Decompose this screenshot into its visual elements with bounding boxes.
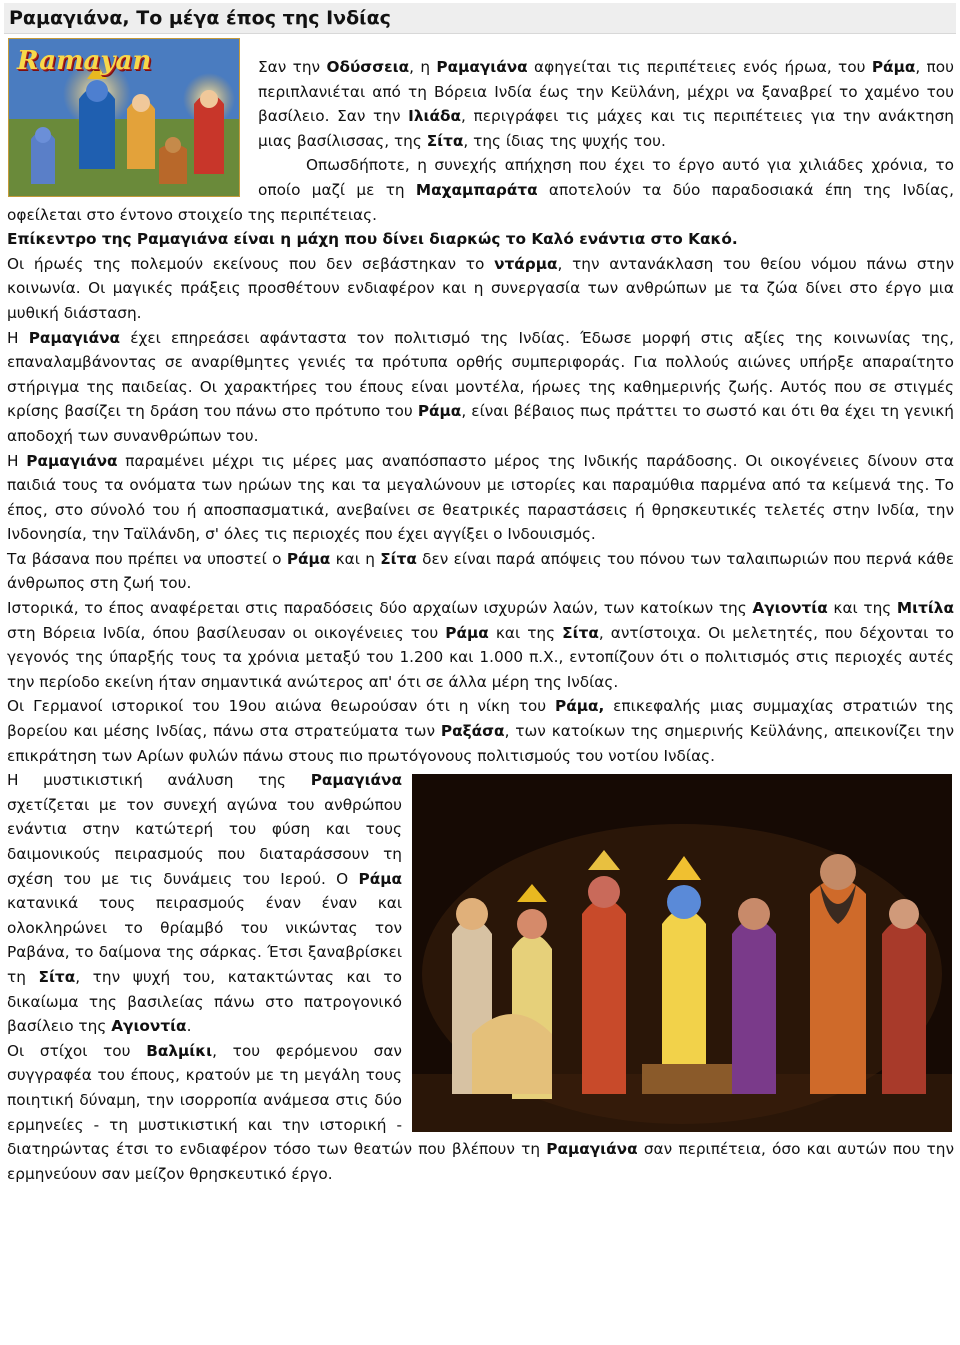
theatre-scene-image [412,774,952,1132]
text-run: κατανικά τους πειρασμούς έναν έναν και ολοκληρώνει το θρίαμβό του νικώντας τον Ραβάνα, το δαίμονα της σάρκας. Έτσι ξαναβρίσκει τη [7,894,402,986]
bold-text: Ραμαγιάνα [26,451,118,470]
text-run: , των κατοίκων της σημερινής Κεϋλάνης, απεικονίζει την επικράτηση των Αρίων φυλών πάνω στους πιο πρωτόγονους πολιτισμούς του νοτίου Ινδίας. [7,722,955,765]
text-run: Η [7,328,29,347]
bold-text: ντάρμα [494,254,558,273]
text-run: . [186,1017,192,1036]
text-run: και της [827,599,897,618]
paragraph-5 [7,326,954,449]
text-run: Σαν την [258,58,327,76]
text-run: σχετίζεται με τον συνεχή αγώνα του ανθρώπου ενάντια στην κατώτερή του φύση και τους δαιμονικούς πειρασμούς που διαταράσσουν τη σχέση του με τις δυνάμεις του Ιερού. Ο [7,795,402,888]
article-body [7,46,955,1186]
ramayan-logo-text: Ramayan [17,46,152,76]
bold-text: Σίτα [38,967,76,986]
paragraph-6 [7,449,954,547]
bold-text: Σίτα [426,131,464,150]
text-run: σαν περιπέτεια, όσο και αυτών που την ερμηνεύουν σαν μείζον θρησκευτικό έργο. [7,1140,954,1183]
text-run: αποτελούν τα δύο παραδοσιακά έπη της Ινδίας, οφείλεται στο έντονο στοιχείο της περιπέτειας. [7,180,955,224]
text-run: , η [409,58,437,76]
text-run: , την αντανάκλαση του θείου νόμου πάνω στην κοινωνία. Οι μαγικές πράξεις προσθέτουν ενδιαφέρον και η συνεργασία των ανθρώπων με τα ζώα δίνει στο έργο μια μυθική διάσταση. [7,254,955,322]
text-run: , της ίδιας της ψυχής του. [463,131,666,150]
paragraph-9 [7,694,954,768]
text-run: Οι ήρωές της πολεμούν εκείνους που δεν σεβάστηκαν το [7,254,495,273]
bold-text: Ραμαγιάνα [436,58,528,76]
page-title: Ραμαγιάνα, Το μέγα έπος της Ινδίας [9,7,391,29]
bold-text: Οδύσσεια [326,58,410,76]
text-run: Τα βάσανα που πρέπει να υποστεί ο [7,549,287,568]
paragraph-7 [7,547,954,596]
text-run: Οι στίχοι του [7,1041,147,1060]
bold-text: Ράμα [445,623,489,642]
text-run: Ιστορικά, το έπος αναφέρεται στις παραδόσεις δύο αρχαίων ισχυρών λαών, των κατοίκων της [7,599,753,618]
text-run: Η [7,451,27,470]
text-run: Η μυστικιστική ανάλυση της [7,771,311,790]
text-run: παραμένει μέχρι τις μέρες μας αναπόσπαστο μέρος της Ινδικής παράδοσης. Οι οικογένειες δίνουν στα παιδιά τους τα ονόματα των ηρώων της και τα μεγαλώνουν με ιστορίες και παραμύθια παρμένα από τα κείμενά της. Το έπος, στο σύνολό του ή αποσπασματικά, ανεβαίνει σε θεατρικές παραστάσεις ή θρησκευτικές τελετές στην Ινδία, την Ινδονησία, την Ταϊλάνδη, σ' όλες τις περιοχές που έχει αγγίξει ο Ινδουισμός. [7,451,954,544]
bold-text: Ραξάσα [440,722,505,741]
text-run: Οπωσδήποτε, η συνεχής απήχηση που έχει το έργο αυτό για χιλιάδες χρόνια, το οποίο μαζί με τη [258,156,954,199]
text-run: , την ψυχή του, κατακτώντας και το δικαίωμα της βασιλείας πάνω στο πατρογονικό βασίλειο της [7,967,402,1036]
bold-text: Επίκεντρο της Ραμαγιάνα είναι η μάχη που δίνει διαρκώς το Καλό ενάντια στο Κακό. [7,230,738,249]
paragraph-3 [7,227,954,252]
text-run: επικεφαλής μιας συμμαχίας στρατιών της βορείου και μέσης Ινδίας, πάνω στα στρατεύματα των [7,697,954,741]
text-run: , του φερόμενου σαν συγγραφέα του έπους, κρατούν με τη μεγάλη τους ποιητική δύναμη, την ισορροπία ανάμεσα στις δύο ερμηνείες - τη μυστικιστική και την ιστορική - διατηρώντας έτσι το ενδιαφέρον τόσο των θεατών που βλέπουν τη [7,1041,547,1159]
bold-text: Ράμα [871,58,916,76]
bold-text: Ραμαγιάνα [28,328,121,347]
text-run: Οι Γερμανοί ιστορικοί του 19ου αιώνα θεωρούσαν ότι η νίκη του [7,697,555,716]
bold-text: Σίτα [562,623,599,642]
text-run: , περιγράφει τις μάχες και τις περιπέτειες για την ανάκτηση μιας βασίλισσας, της [258,107,954,150]
text-run: και της [488,623,563,642]
text-run: δεν είναι παρά απόψεις του πόνου των ταλαιπωριών που περνά κάθε άνθρωπος στη ζωή του. [7,549,954,593]
bold-text: Βαλμίκι [146,1041,213,1060]
text-run: , είναι βέβαιος πως πράττει το σωστό και ότι θα έχει τη γενική αποδοχή των συνανθρώπων του. [7,402,954,445]
ramayan-illustration [8,38,240,197]
text-run: έχει επηρεάσει αφάνταστα τον πολιτισμό της Ινδίας. Έδωσε μορφή στις αξίες της κοινωνίας της, επαναλαμβάνοντας σε αναρίθμητες γενιές τα πρότυπα ορθής συμπεριφοράς. Για πολλούς αιώνες υπήρξε απαραίτητο στήριγμα της παιδείας. Οι χαρακτήρες του έπους είναι μοντέλα, ήρωες της καθημερινής ζωής. Αυτός που σε στιγμές κρίσης βασίζει τη δράση του πάνω στο πρότυπο του [7,328,954,421]
text-run: στη Βόρεια Ινδία, όπου βασίλευσαν οι οικογένειες του [7,623,446,642]
text-run: και η [330,549,381,568]
bold-text: Ράμα [286,549,331,568]
paragraph-8 [7,596,954,694]
bold-text: Μαχαμπαράτα [415,180,538,199]
bold-text: Ράμα, [554,697,605,716]
text-run: , αντίστοιχα. Οι μελετητές, που δέχονται το γεγονός της ύπαρξής τους τα χρόνια μεταξύ του 1.200 και 1.000 π.Χ., εντοπίζουν ότι ο πολιτισμός στις περιοχές αυτές την περίοδο εκείνη ήταν σημαντικά ανώτερος απ' ότι σε άλλα μέρη της Ινδίας. [7,623,954,691]
paragraph-4 [7,252,954,326]
bold-text: Ραμαγιάνα [546,1140,638,1159]
bold-text: Σίτα [380,549,417,568]
bold-text: Ράμα [358,869,402,888]
title-bar [4,3,956,34]
text-run: αφηγείται τις περιπέτειες ενός ήρωα, του [527,58,872,76]
bold-text: Ιλιάδα [408,107,462,126]
stage-performance-photo [412,774,952,1132]
bold-text: Μιτίλα [896,599,954,618]
text-run: , που περιπλανιέται από τη Βόρεια Ινδία έως την Κεϋλάνη, μέχρι να ξαναβρεί το χαμένο του βασίλειο. Σαν την [258,58,954,126]
bold-text: Ράμα [417,402,462,421]
bold-text: Ραμαγιάνα [310,771,402,790]
bold-text: Αγιοντία [752,599,828,618]
bold-text: Αγιοντία [111,1017,187,1036]
